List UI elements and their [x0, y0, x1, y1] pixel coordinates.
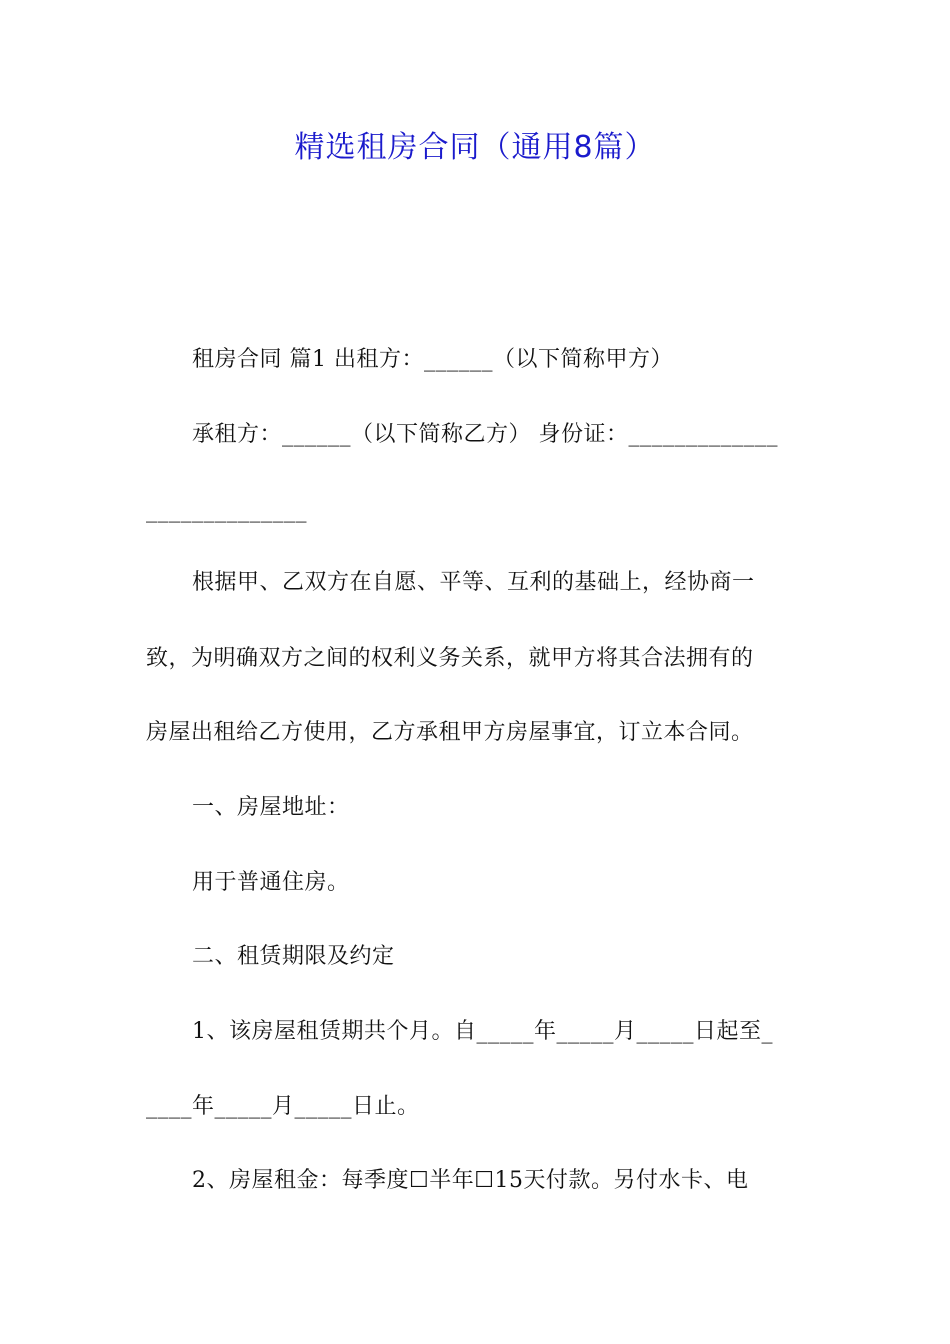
section-heading: 二、租赁期限及约定 — [192, 944, 395, 969]
paragraph-line: 房屋出租给乙方使用，乙方承租甲方房屋事宜，订立本合同。 — [146, 720, 754, 745]
document-title: 精选租房合同（通用8篇） — [294, 130, 656, 165]
tenant-line: 承租方：______（以下简称乙方） 身份证：_____________ — [192, 422, 778, 447]
clause-line: ____年_____月_____日止。 — [146, 1094, 420, 1119]
section-heading: 一、房屋地址： — [192, 795, 350, 820]
paragraph-line: 致，为明确双方之间的权利义务关系，就甲方将其合法拥有的 — [146, 646, 754, 671]
id-continuation-line: ______________ — [146, 498, 307, 523]
paragraph-line: 用于普通住房。 — [192, 870, 350, 895]
paragraph-line: 根据甲、乙双方在自愿、平等、互利的基础上，经协商一 — [192, 570, 755, 595]
contract-heading-line: 租房合同 篇1 出租方：______（以下简称甲方） — [192, 347, 673, 372]
clause-line: 1、该房屋租赁期共个月。自_____年_____月_____日起至_ — [192, 1019, 773, 1044]
clause-line: 2、房屋租金：每季度☐半年☐15天付款。另付水卡、电 — [192, 1168, 749, 1193]
